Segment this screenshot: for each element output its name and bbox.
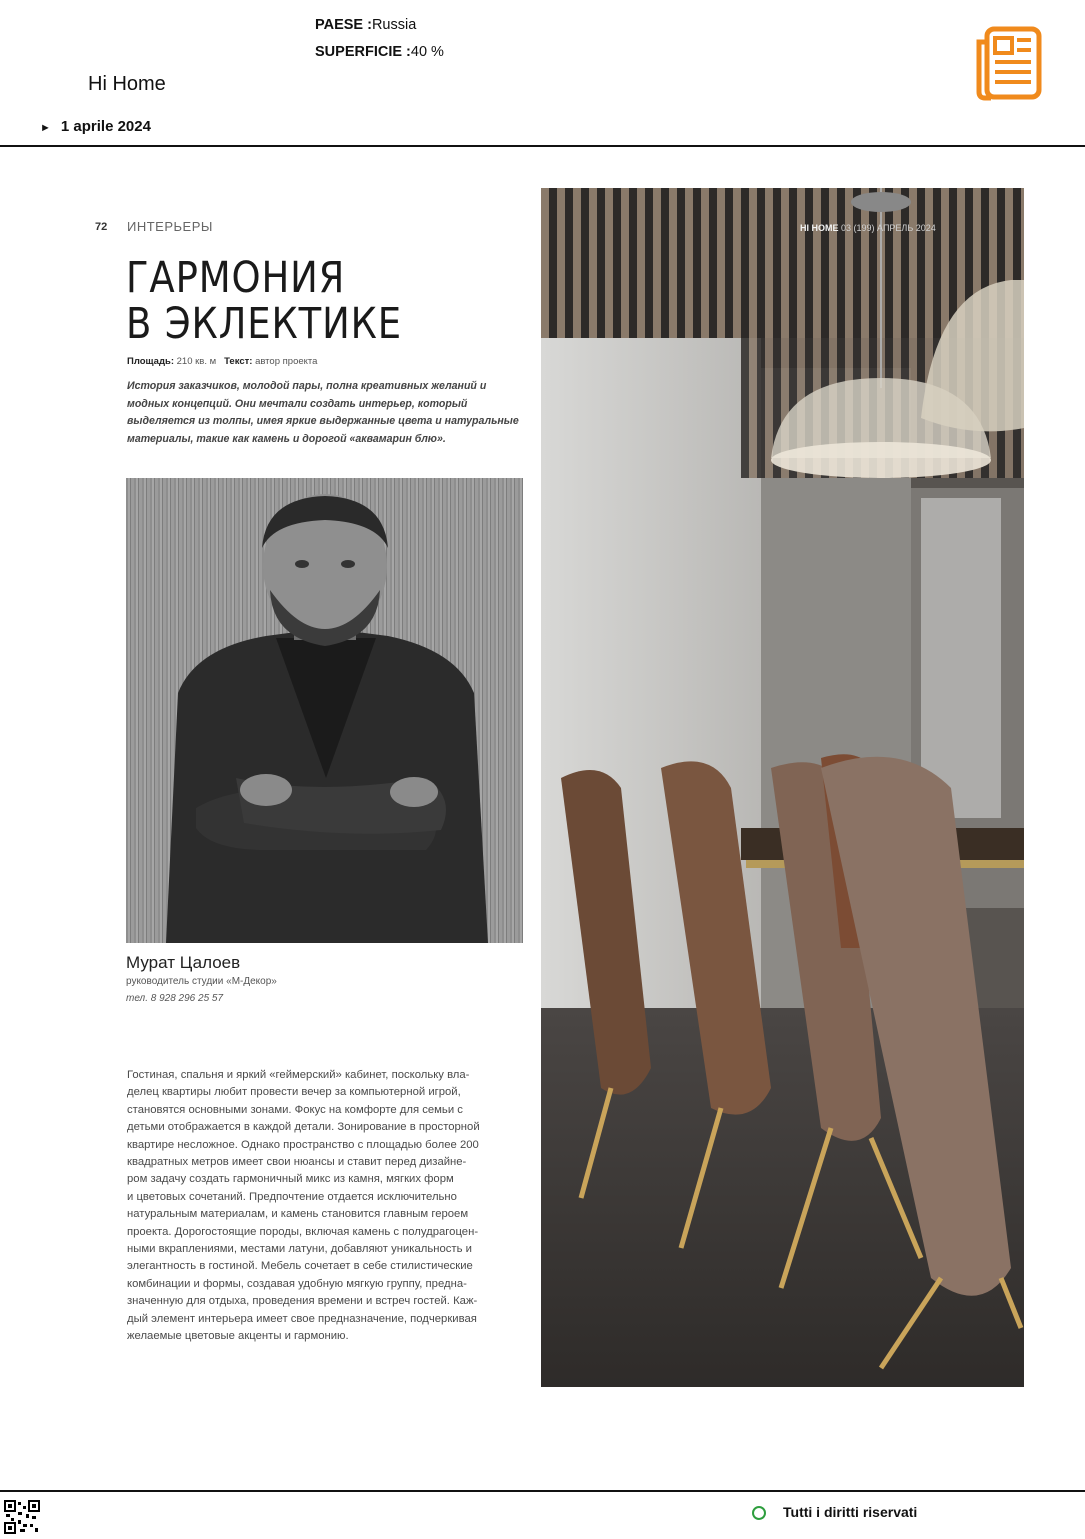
surface-label: SUPERFICIE : [315, 44, 411, 60]
footer-divider [0, 1490, 1085, 1492]
triangle-bullet-icon: ► [40, 122, 51, 134]
publication-date [40, 118, 151, 135]
headline-line-2: В ЭКЛЕКТИКЕ [126, 299, 402, 349]
surface-value: 40 % [410, 44, 444, 60]
meta-country [315, 17, 416, 33]
rights-notice: Tutti i diritti riservati [783, 1504, 918, 1520]
designer-portrait [126, 478, 523, 943]
article-body: Гостиная, спальня и яркий «геймерский» кабинет, поскольку вла- делец квартиры любит провести вечер за компьютерной игрой, становятся основными зонами. Фокус на комфорте для семьи с детьми отображается в каждой детали. Зонирование в просторной квартире несложное. Однако пространство с площадью более 200 квадратных метров имеет свои нюансы и ставит перед дизайне- ром задачу создать гармоничный микс из камня, мягких форм и цветовых сочетаний. Предпочтение отдается исключительно натуральным материалам, и камень становится главным героем проекта. Дорогостоящие породы, включая камень с полудрагоцен- ными вкраплениями, местами латуни, добавляют уникальность и элегантность в гостиной. Мебель сочетает в себе стилистические комбинации и формы, создавая удобную мягкую группу, предна- значенную для отдыха, проведения времени и встреч гостей. Каж- дый элемент интерьера имеет свое предназначение, подчеркивая желаемые цветовые акценты и гармонию. [127, 1069, 480, 1343]
header-divider [0, 145, 1085, 147]
issue-number: 03 (199) АПРЕЛЬ 2024 [841, 223, 936, 233]
text-value: автор проекта [255, 356, 318, 367]
designer-phone: тел. 8 928 296 25 57 [126, 993, 224, 1004]
headline-line-1: ГАРМОНИЯ [126, 253, 346, 303]
article-lead: История заказчиков, молодой пары, полна креативных желаний и модных концепций. Они мечтали создать интерьер, который выделяется из толпы, имея яркие выдержанные цвета и натуральные материалы, такие как камень и дорогой «аквамарин блю». [127, 380, 519, 445]
section-title: ИНТЕРЬЕРЫ [127, 219, 213, 234]
designer-role: руководитель студии «М-Декор» [126, 976, 277, 987]
qr-code-icon [4, 1500, 40, 1534]
circle-status-icon [752, 1506, 766, 1520]
area-label: Площадь: [127, 356, 174, 367]
designer-name: Мурат Цалоев [126, 953, 241, 972]
text-label: Текст: [224, 356, 253, 367]
article-credits [127, 356, 317, 367]
publication-name: Hi Home [88, 73, 166, 95]
page-number: 72 [95, 221, 108, 233]
issue-brand: HI HOME [800, 223, 839, 233]
interior-photo [541, 188, 1024, 1387]
date-text: 1 aprile 2024 [60, 118, 151, 135]
country-label: PAESE : [315, 17, 372, 33]
country-value: Russia [371, 17, 417, 33]
newspaper-icon [973, 26, 1047, 104]
meta-surface [315, 44, 444, 60]
area-value: 210 кв. м [176, 356, 217, 367]
issue-info [800, 223, 936, 233]
